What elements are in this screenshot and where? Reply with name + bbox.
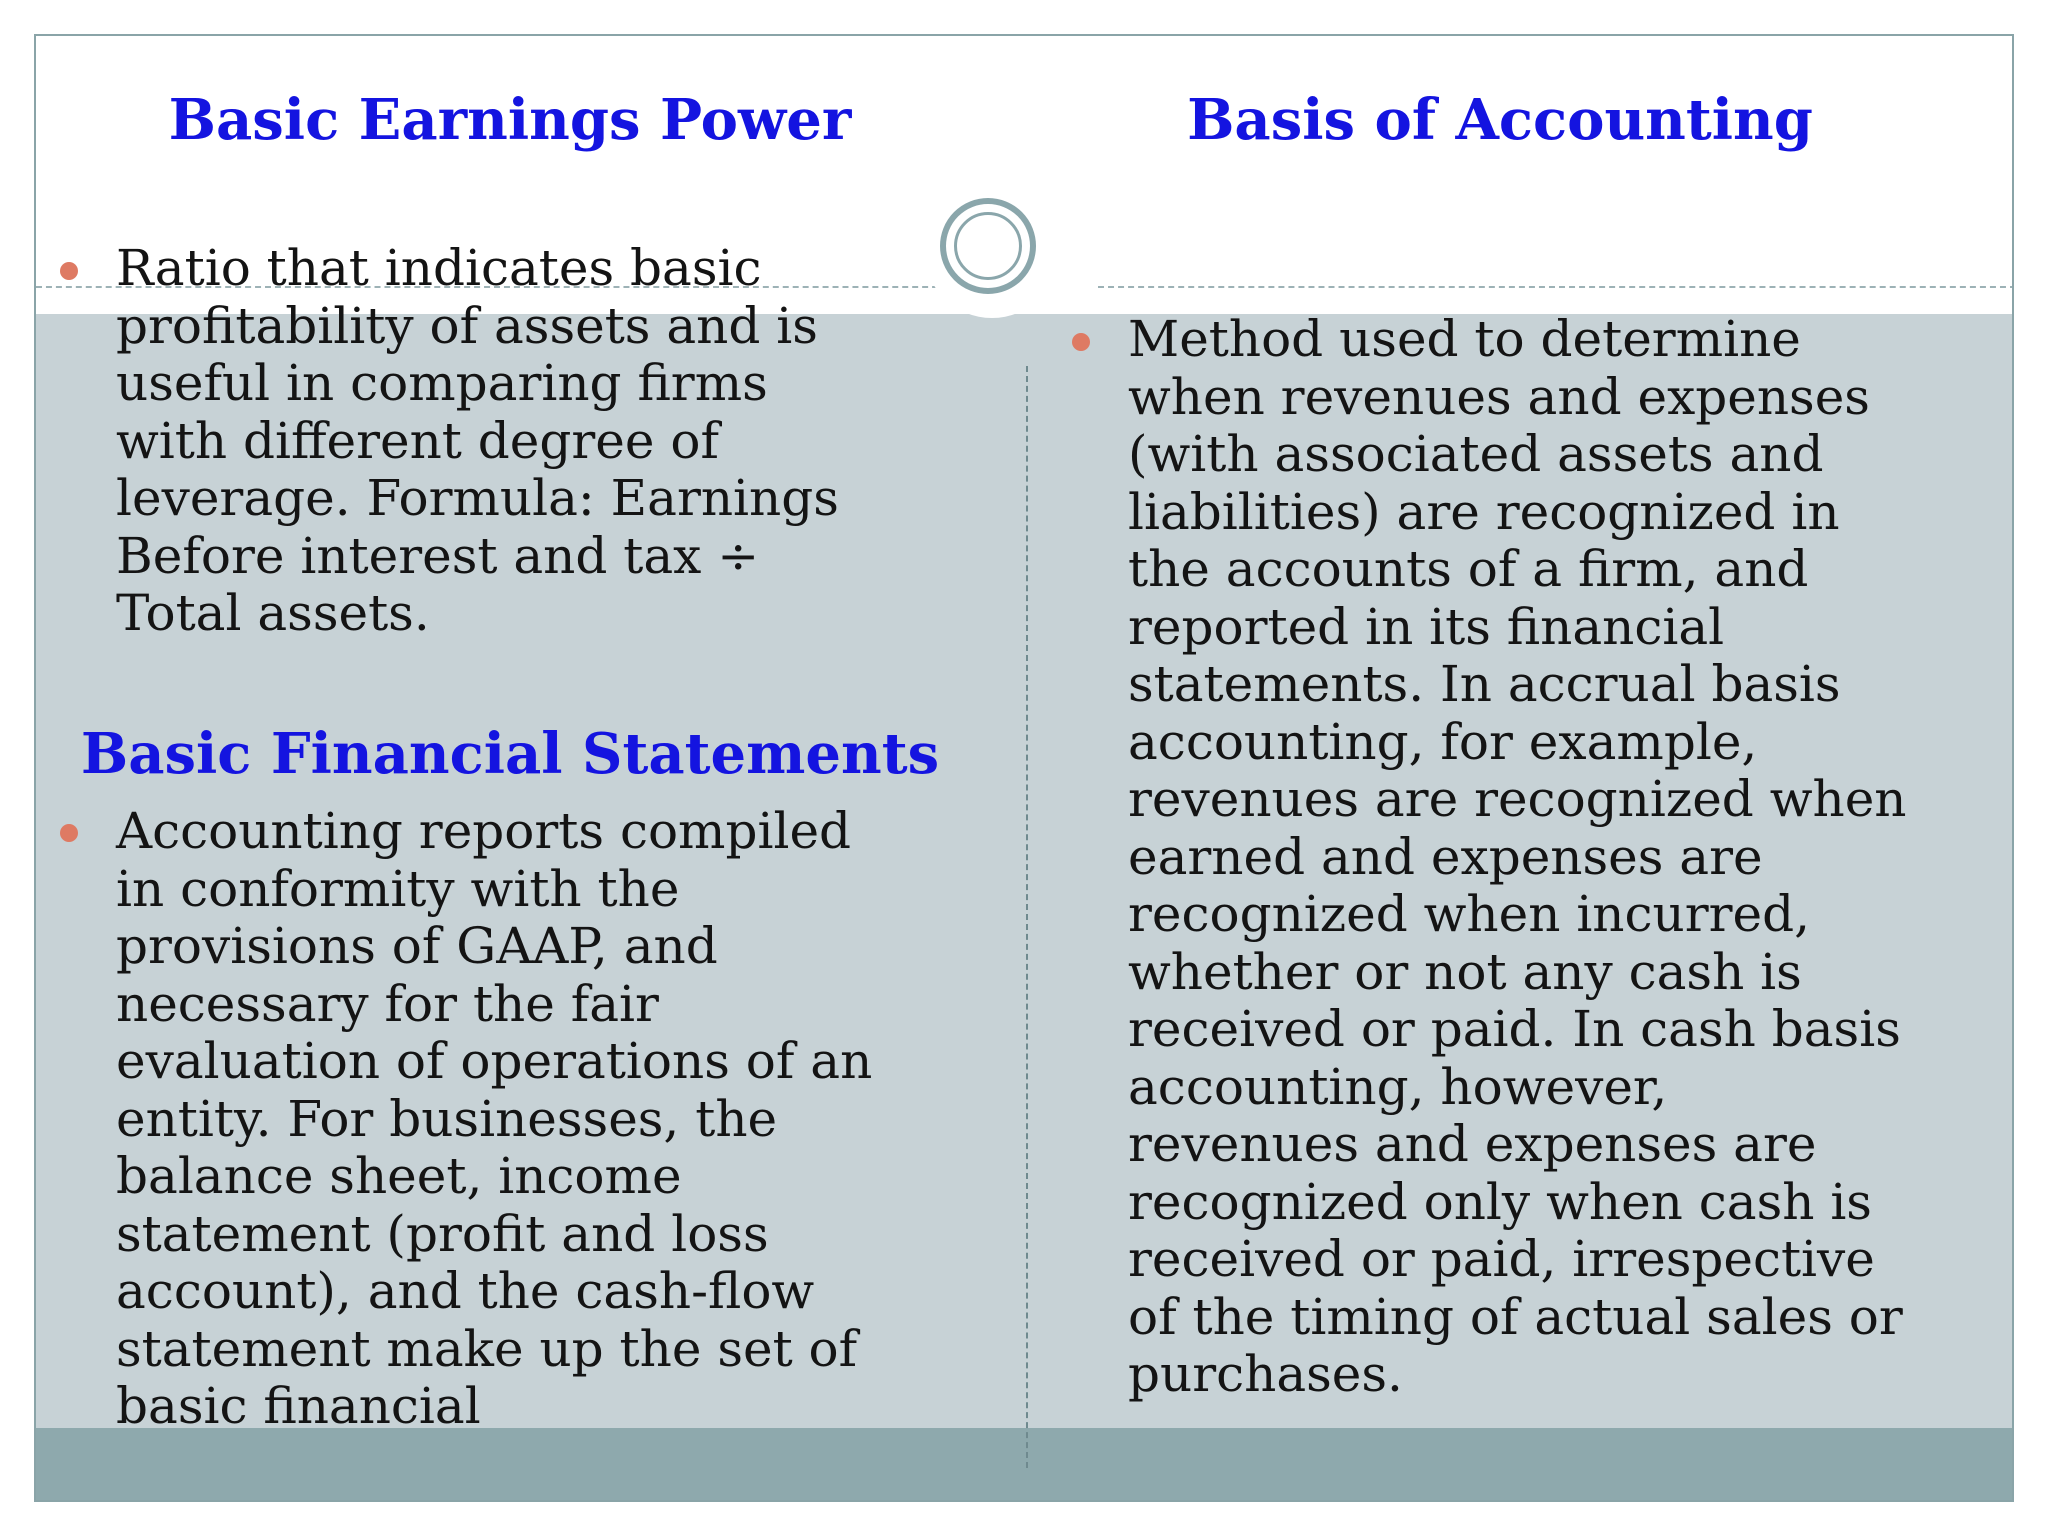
text-line: the accounts of a firm, and (1128, 540, 1809, 598)
text-line: received or paid. In cash basis (1128, 1000, 1901, 1058)
text-line: revenues are recognized when (1128, 770, 1907, 828)
text-line: Method used to determine (1128, 310, 1801, 368)
text-line: entity. For businesses, the (116, 1089, 778, 1148)
bullet-basis-of-accounting-definition (1128, 311, 1988, 1404)
text-line: of the timing of actual sales or (1128, 1287, 1903, 1346)
text-line: Before interest and tax ÷ (116, 526, 760, 585)
text-line: Ratio that indicates basic (116, 239, 762, 297)
bullet-financial-statements-definition (116, 803, 956, 1436)
text-line: useful in comparing firms (116, 354, 768, 412)
text-line: Total assets. (116, 584, 430, 642)
text-line: with different degree of (116, 411, 719, 470)
text-line: Accounting reports compiled (116, 802, 852, 860)
text-line: (with associated assets and (1128, 425, 1824, 483)
text-line: recognized when incurred, (1128, 885, 1811, 943)
text-line: statements. In accrual basis (1128, 655, 1841, 713)
text-line: when revenues and expenses (1128, 367, 1870, 426)
text-line: evaluation of operations of an (116, 1032, 873, 1090)
text-line: earned and expenses are (1128, 827, 1763, 886)
text-line: purchases. (1128, 1345, 1403, 1403)
text-line: basic financial (116, 1377, 481, 1435)
heading-basic-earnings-power: Basic Earnings Power (168, 87, 852, 153)
bullet-dot-icon (60, 824, 78, 842)
bullet-dot-icon (60, 262, 78, 280)
header-divider-right (1098, 286, 2014, 288)
text-line: statement make up the set of (116, 1319, 858, 1378)
text-line: accounting, for example, (1128, 712, 1758, 771)
text-line: revenues and expenses are (1128, 1115, 1817, 1173)
column-divider (1026, 366, 1028, 1468)
text-line: necessary for the fair (116, 974, 659, 1033)
text-line: received or paid, irrespective (1128, 1230, 1875, 1288)
text-line: liabilities) are recognized in (1128, 482, 1840, 541)
bullet-dot-icon (1072, 333, 1090, 351)
heading-basis-of-accounting: Basis of Accounting (1187, 87, 1813, 153)
heading-basic-financial-statements: Basic Financial Statements (80, 721, 940, 787)
circle-ornament-inner (954, 212, 1022, 280)
bullet-earnings-power-definition (116, 240, 956, 643)
text-line: whether or not any cash is (1128, 942, 1802, 1001)
text-line: account), and the cash-flow (116, 1262, 815, 1320)
text-line: recognized only when cash is (1128, 1172, 1872, 1231)
text-line: accounting, however, (1128, 1057, 1668, 1116)
text-line: balance sheet, income (116, 1147, 682, 1205)
text-line: provisions of GAAP, and (116, 917, 718, 975)
text-line: profitability of assets and is (116, 296, 818, 355)
footer-band (36, 1428, 2012, 1500)
text-line: leverage. Formula: Earnings (116, 469, 839, 527)
text-line: statement (profit and loss (116, 1204, 769, 1263)
text-line: reported in its financial (1128, 597, 1725, 656)
text-line: in conformity with the (116, 859, 680, 918)
